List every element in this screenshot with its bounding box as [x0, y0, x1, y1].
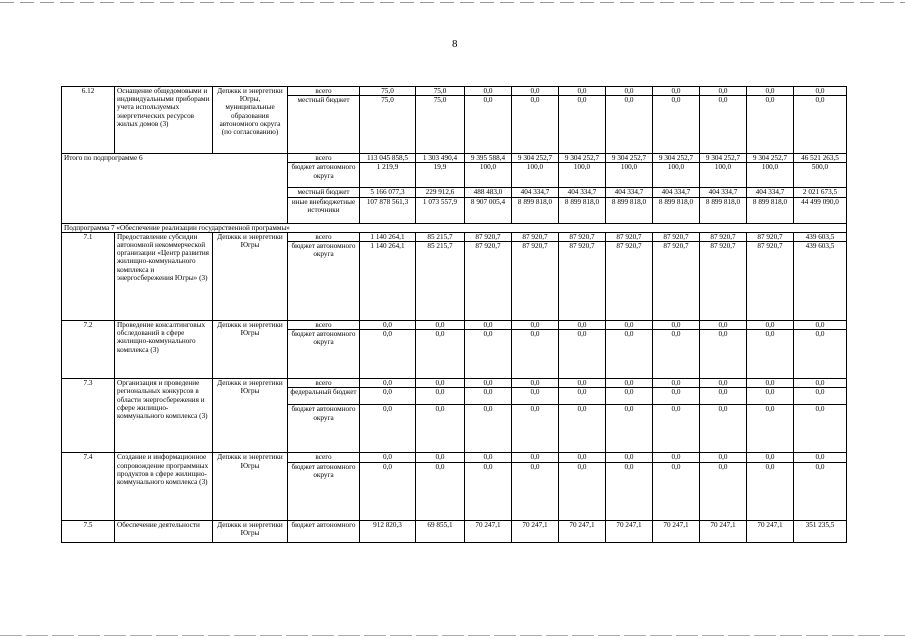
amount-cell: 404 334,7 [606, 188, 653, 197]
table-row [62, 321, 847, 330]
amount-cell: 0,0 [606, 96, 653, 154]
funding-source: бюджет автономного округа [288, 242, 360, 321]
amount-cell: 2 021 673,5 [794, 188, 847, 197]
amount-cell: 0,0 [512, 321, 559, 330]
amount-cell: 0,0 [416, 379, 465, 388]
amount-cell: 0,0 [360, 462, 416, 520]
amount-cell: 0,0 [512, 330, 559, 379]
amount-cell: 439 603,5 [794, 242, 847, 321]
amount-cell: 8 899 818,0 [747, 197, 794, 223]
item-number: 7.2 [62, 321, 115, 379]
amount-cell: 0,0 [747, 388, 794, 405]
item-number: 7.3 [62, 379, 115, 453]
amount-cell: 9 304 252,7 [559, 154, 606, 163]
amount-cell: 229 912,6 [416, 188, 465, 197]
amount-cell: 0,0 [700, 405, 747, 453]
amount-cell: 0,0 [360, 379, 416, 388]
amount-cell: 0,0 [559, 330, 606, 379]
amount-cell: 1 140 264,1 [360, 242, 416, 321]
table-row [62, 223, 847, 232]
amount-cell: 0,0 [794, 321, 847, 330]
amount-cell: 0,0 [512, 405, 559, 453]
amount-cell: 87 920,7 [747, 232, 794, 241]
amount-cell: 0,0 [653, 96, 700, 154]
amount-cell: 0,0 [606, 321, 653, 330]
amount-cell: 85 215,7 [416, 232, 465, 241]
amount-cell: 0,0 [794, 388, 847, 405]
amount-cell: 69 855,1 [416, 520, 465, 542]
amount-cell: 0,0 [747, 87, 794, 96]
item-executor: Депжкк и энергетики Югры [213, 232, 288, 320]
amount-cell: 75,0 [416, 87, 465, 96]
item-executor: Депжкк и энергетики Югры, муниципальные образования автономного округа (по согласованию) [213, 87, 288, 154]
amount-cell: 70 247,1 [559, 520, 606, 542]
item-executor: Депжкк и энергетики Югры [213, 453, 288, 520]
item-name: Создание и информационное сопровождение программных продуктов в сфере жилищно-коммунального комплекса (3) [115, 453, 213, 520]
amount-cell: 0,0 [360, 453, 416, 462]
budget-table [61, 86, 847, 543]
amount-cell: 9 304 252,7 [653, 154, 700, 163]
amount-cell: 5 166 077,3 [360, 188, 416, 197]
amount-cell: 0,0 [794, 96, 847, 154]
amount-cell: 912 820,3 [360, 520, 416, 542]
amount-cell: 404 334,7 [653, 188, 700, 197]
amount-cell: 0,0 [512, 388, 559, 405]
amount-cell: 500,0 [794, 163, 847, 188]
item-number: 6.12 [62, 87, 115, 154]
item-executor: Депжкк и энергетики Югры [213, 379, 288, 453]
amount-cell: 0,0 [747, 379, 794, 388]
amount-cell: 87 920,7 [653, 242, 700, 321]
amount-cell: 0,0 [700, 330, 747, 379]
amount-cell: 0,0 [360, 388, 416, 405]
amount-cell: 9 304 252,7 [747, 154, 794, 163]
amount-cell: 0,0 [360, 321, 416, 330]
amount-cell: 0,0 [794, 330, 847, 379]
amount-cell: 0,0 [559, 453, 606, 462]
amount-cell: 87 920,7 [700, 232, 747, 241]
amount-cell: 0,0 [747, 453, 794, 462]
funding-source: бюджет автономного [288, 520, 360, 542]
amount-cell: 0,0 [747, 321, 794, 330]
amount-cell: 100,0 [653, 163, 700, 188]
funding-source: всего [288, 87, 360, 96]
amount-cell: 0,0 [465, 321, 512, 330]
funding-source: бюджет автономного округа [288, 163, 360, 188]
amount-cell: 0,0 [747, 330, 794, 379]
amount-cell: 0,0 [416, 405, 465, 453]
funding-source: бюджет автономного округа [288, 405, 360, 453]
amount-cell: 1 303 490,4 [416, 154, 465, 163]
amount-cell: 100,0 [700, 163, 747, 188]
amount-cell: 0,0 [559, 462, 606, 520]
amount-cell: 0,0 [653, 321, 700, 330]
scan-edge-bottom [0, 635, 905, 636]
amount-cell: 8 899 818,0 [559, 197, 606, 223]
amount-cell: 0,0 [700, 462, 747, 520]
amount-cell: 0,0 [559, 388, 606, 405]
item-name: Организация и проведение региональных конкурсов в области энергосбережения и сфере жилищно-коммунального комплекса (3) [115, 379, 213, 453]
item-number: 7.5 [62, 520, 115, 542]
funding-source: местный бюджет [288, 188, 360, 197]
amount-cell: 0,0 [465, 388, 512, 405]
funding-source: всего [288, 379, 360, 388]
table-row [62, 453, 847, 462]
amount-cell: 0,0 [512, 87, 559, 96]
amount-cell: 1 073 557,9 [416, 197, 465, 223]
amount-cell: 0,0 [606, 87, 653, 96]
amount-cell: 0,0 [653, 379, 700, 388]
amount-cell: 0,0 [465, 379, 512, 388]
item-executor: Депжкк и энергетики Югры [213, 520, 288, 542]
amount-cell: 0,0 [794, 379, 847, 388]
amount-cell: 8 899 818,0 [653, 197, 700, 223]
amount-cell: 0,0 [653, 87, 700, 96]
amount-cell: 0,0 [747, 405, 794, 453]
amount-cell: 0,0 [700, 453, 747, 462]
item-name: Проведение консалтинговых обследований в сфере жилищно-коммунального комплекса (3) [115, 321, 213, 379]
amount-cell: 100,0 [465, 163, 512, 188]
amount-cell: 87 920,7 [559, 232, 606, 241]
amount-cell: 0,0 [416, 453, 465, 462]
amount-cell: 8 907 005,4 [465, 197, 512, 223]
amount-cell: 1 140 264,1 [360, 232, 416, 241]
amount-cell: 0,0 [559, 321, 606, 330]
amount-cell: 0,0 [700, 388, 747, 405]
amount-cell: 0,0 [794, 453, 847, 462]
amount-cell: 87 920,7 [606, 232, 653, 241]
funding-source: всего [288, 232, 360, 241]
amount-cell: 0,0 [700, 96, 747, 154]
amount-cell: 0,0 [559, 405, 606, 453]
amount-cell: 0,0 [416, 462, 465, 520]
amount-cell: 404 334,7 [700, 188, 747, 197]
amount-cell: 100,0 [512, 163, 559, 188]
amount-cell: 0,0 [653, 462, 700, 520]
amount-cell: 0,0 [559, 87, 606, 96]
amount-cell: 0,0 [794, 405, 847, 453]
funding-source: всего [288, 453, 360, 462]
amount-cell: 0,0 [700, 379, 747, 388]
subtotal-label: Итого по подпрограмме 6 [62, 154, 288, 223]
amount-cell: 439 603,5 [794, 232, 847, 241]
amount-cell: 70 247,1 [465, 520, 512, 542]
amount-cell: 87 920,7 [747, 242, 794, 321]
amount-cell: 351 235,5 [794, 520, 847, 542]
table-row [62, 87, 847, 96]
funding-source: бюджет автономного округа [288, 330, 360, 379]
amount-cell: 0,0 [653, 330, 700, 379]
item-number: 7.4 [62, 453, 115, 520]
item-name: Предоставление субсидии автономной некоммерческой организации «Центр развития жилищно-коммунального комплекса и энергосбережения Югры» (3) [115, 232, 213, 320]
amount-cell: 70 247,1 [653, 520, 700, 542]
amount-cell: 19,9 [416, 163, 465, 188]
amount-cell: 75,0 [360, 96, 416, 154]
item-name: Обеспечение деятельности [115, 520, 213, 542]
amount-cell: 44 499 090,0 [794, 197, 847, 223]
funding-source: местный бюджет [288, 96, 360, 154]
amount-cell: 46 521 263,5 [794, 154, 847, 163]
amount-cell: 404 334,7 [747, 188, 794, 197]
amount-cell: 0,0 [606, 462, 653, 520]
amount-cell: 70 247,1 [747, 520, 794, 542]
amount-cell: 0,0 [653, 453, 700, 462]
amount-cell: 0,0 [559, 379, 606, 388]
amount-cell: 0,0 [794, 87, 847, 96]
item-name: Оснащение общедомовыми и индивидуальными приборами учета используемых энергетических ресурсов жилых домов (3) [115, 87, 213, 154]
amount-cell: 8 899 818,0 [512, 197, 559, 223]
amount-cell: 0,0 [416, 321, 465, 330]
amount-cell: 0,0 [606, 453, 653, 462]
amount-cell: 87 920,7 [653, 232, 700, 241]
amount-cell: 0,0 [465, 330, 512, 379]
amount-cell: 404 334,7 [559, 188, 606, 197]
amount-cell: 0,0 [606, 330, 653, 379]
amount-cell: 87 920,7 [512, 242, 559, 321]
amount-cell: 0,0 [606, 405, 653, 453]
amount-cell: 100,0 [606, 163, 653, 188]
amount-cell: 0,0 [747, 96, 794, 154]
amount-cell: 107 878 561,3 [360, 197, 416, 223]
amount-cell: 87 920,7 [606, 242, 653, 321]
funding-source: бюджет автономного округа [288, 462, 360, 520]
amount-cell: 9 304 252,7 [700, 154, 747, 163]
amount-cell: 0,0 [653, 388, 700, 405]
amount-cell: 87 920,7 [465, 232, 512, 241]
scan-edge-top [0, 2, 905, 3]
amount-cell: 404 334,7 [512, 188, 559, 197]
amount-cell: 0,0 [360, 330, 416, 379]
amount-cell: 87 920,7 [559, 242, 606, 321]
amount-cell: 70 247,1 [700, 520, 747, 542]
amount-cell: 0,0 [512, 462, 559, 520]
amount-cell: 0,0 [606, 379, 653, 388]
amount-cell: 0,0 [606, 388, 653, 405]
amount-cell: 1 219,9 [360, 163, 416, 188]
amount-cell: 0,0 [465, 453, 512, 462]
amount-cell: 0,0 [653, 405, 700, 453]
amount-cell: 0,0 [465, 87, 512, 96]
amount-cell: 0,0 [794, 462, 847, 520]
amount-cell: 0,0 [360, 405, 416, 453]
amount-cell: 9 395 588,4 [465, 154, 512, 163]
amount-cell: 85 215,7 [416, 242, 465, 321]
amount-cell: 0,0 [512, 453, 559, 462]
amount-cell: 9 304 252,7 [606, 154, 653, 163]
table-row [62, 520, 847, 542]
amount-cell: 0,0 [416, 388, 465, 405]
item-number: 7.1 [62, 232, 115, 320]
amount-cell: 100,0 [559, 163, 606, 188]
amount-cell: 0,0 [747, 462, 794, 520]
amount-cell: 87 920,7 [465, 242, 512, 321]
amount-cell: 0,0 [512, 379, 559, 388]
table-row [62, 154, 847, 163]
funding-source: всего [288, 321, 360, 330]
amount-cell: 0,0 [465, 405, 512, 453]
amount-cell: 8 899 818,0 [606, 197, 653, 223]
subprogram-title: Подпрограмма 7 «Обеспечение реализации государственной программы» [62, 223, 847, 232]
funding-source: всего [288, 154, 360, 163]
amount-cell: 70 247,1 [606, 520, 653, 542]
amount-cell: 100,0 [747, 163, 794, 188]
funding-source: федеральный бюджет [288, 388, 360, 405]
amount-cell: 75,0 [416, 96, 465, 154]
amount-cell: 8 899 818,0 [700, 197, 747, 223]
amount-cell: 113 045 858,5 [360, 154, 416, 163]
item-executor: Депжкк и энергетики Югры [213, 321, 288, 379]
funding-source: иные внебюджетные источники [288, 197, 360, 223]
amount-cell: 70 247,1 [512, 520, 559, 542]
amount-cell: 87 920,7 [512, 232, 559, 241]
table-row [62, 232, 847, 241]
amount-cell: 87 920,7 [700, 242, 747, 321]
amount-cell: 488 483,0 [465, 188, 512, 197]
amount-cell: 9 304 252,7 [512, 154, 559, 163]
page-number: 8 [452, 38, 458, 50]
amount-cell: 0,0 [416, 330, 465, 379]
amount-cell: 75,0 [360, 87, 416, 96]
amount-cell: 0,0 [465, 96, 512, 154]
table-row [62, 379, 847, 388]
amount-cell: 0,0 [465, 462, 512, 520]
amount-cell: 0,0 [700, 87, 747, 96]
amount-cell: 0,0 [512, 96, 559, 154]
amount-cell: 0,0 [559, 96, 606, 154]
amount-cell: 0,0 [700, 321, 747, 330]
